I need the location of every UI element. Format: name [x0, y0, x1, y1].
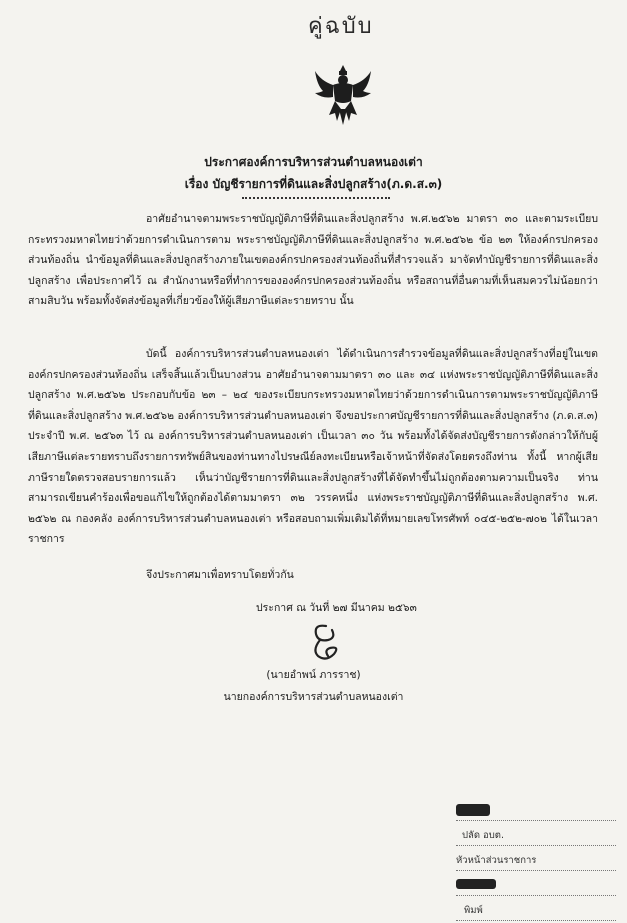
routing-row — [456, 798, 616, 821]
garuda-emblem-icon — [313, 63, 373, 129]
paragraph-2-text: บัดนี้ องค์การบริหารส่วนตำบลหนองเต่า ได้ดำเนินการสำรวจข้อมูลที่ดินและสิ่งปลูกสร้างที่อยู่ในเขตองค์กรปกครองส่วนท้องถิ่น เสร็จสิ้นแล้วเป็นบางส่วน อาศัยอำนาจตามมาตรา ๓๐ และ ๓๔ แห่งพระราชบัญญัติภาษีที่ดินและสิ่งปลูกสร้าง พ.ศ.๒๕๖๒ ประกอบกับข้อ ๒๓ – ๒๔ ของระเบียบกระทรวงมหาดไทยว่าด้วยการดำเนินการตามพระราชบัญญัติภาษีที่ดินและสิ่งปลูกสร้าง พ.ศ.๒๕๖๒ องค์การบริหารส่วนตำบลหนองเต่า จึงขอประกาศบัญชีรายการที่ดินและสิ่งปลูกสร้าง (ภ.ด.ส.๓) ประจำปี พ.ศ. ๒๕๖๓ ไว้ ณ องค์การบริหารส่วนตำบลหนองเต่า เป็นเวลา ๓๐ วัน พร้อมทั้งได้จัดส่งบัญชีรายการดังกล่าวให้กับผู้เสียภาษีแต่ละรายทราบถึงรายการทรัพย์สินของท่านทางไปรษณีย์ลงทะเบียนหรือเจ้าหน้าที่จัดส่งโดยตรงถึงท่าน ทั้งนี้ หากผู้เสียภาษีรายใดตรวจสอบรายการแล้ว เห็นว่าบัญชีรายการที่ดินและสิ่งปลูกสร้างที่ได้จัดทำขึ้นไม่ถูกต้องตามความเป็นจริง ท่านสามารถเขียนคำร้องเพื่อขอแก้ไขให้ถูกต้องได้ตามมาตรา ๓๒ วรรคหนึ่ง แห่งพระราชบัญญัติภาษีที่ดินและสิ่งปลูกสร้าง พ.ศ. ๒๕๖๒ ณ กองคลัง องค์การบริหารส่วนตำบลหนองเต่า หรือสอบถามเพิ่มเติมได้ที่หมายเลขโทรศัพท์ ๐๔๕-๒๕๒-๗๐๒ ได้ในเวลาราชการ — [28, 348, 598, 546]
paragraph-1 — [28, 209, 598, 312]
paragraph-3-text: จึงประกาศมาเพื่อทราบโดยทั่วกัน — [146, 569, 294, 581]
routing-label-typist: พิมพ์ — [464, 905, 483, 916]
routing-label-head: หัวหน้าส่วนราชการ — [456, 855, 537, 866]
issued-date: ประกาศ ณ วันที่ ๒๗ มีนาคม ๒๕๖๓ — [256, 602, 417, 614]
copy-stamp: คู่ฉบับ — [308, 14, 374, 39]
routing-row — [456, 848, 616, 871]
paragraph-1-text: อาศัยอำนาจตามพระราชบัญญัติภาษีที่ดินและสิ่งปลูกสร้าง พ.ศ.๒๕๖๒ มาตรา ๓๐ และตามระเบียบกระทรวงมหาดไทยว่าด้วยการดำเนินการตาม พระราชบัญญัติภาษีที่ดินและสิ่งปลูกสร้าง พ.ศ.๒๕๖๒ ข้อ ๒๓ ให้องค์กรปกครองส่วนท้องถิ่น นำข้อมูลที่ดินและสิ่งปลูกสร้างภายในเขตองค์กรปกครองส่วนท้องถิ่นที่สำรวจแล้ว มาจัดทำบัญชีรายการที่ดินและสิ่งปลูกสร้าง เพื่อประกาศไว้ ณ สำนักงานหรือที่ทำการขององค์กรปกครองส่วนท้องถิ่น หรือสถานที่อื่นตามที่เห็นสมควรไม่น้อยกว่าสามสิบวัน พร้อมทั้งจัดส่งข้อมูลที่เกี่ยวข้องให้ผู้เสียภาษีแต่ละรายทราบ นั้น — [28, 213, 598, 308]
announcement-title: ประกาศองค์การบริหารส่วนตำบลหนองเต่า — [204, 155, 423, 169]
handwritten-signature-icon — [300, 620, 360, 664]
routing-stamp — [456, 798, 616, 923]
routing-row — [456, 898, 616, 921]
signer-title: นายกองค์การบริหารส่วนตำบลหนองเต่า — [223, 691, 404, 703]
paragraph-3 — [28, 565, 598, 586]
title-divider — [242, 197, 390, 199]
routing-row — [456, 823, 616, 846]
announcement-subject: เรื่อง บัญชีรายการที่ดินและสิ่งปลูกสร้าง(ภ.ด.ส.๓) — [184, 177, 443, 191]
paragraph-2 — [28, 344, 598, 550]
routing-label-deputy: ปลัด อบต. — [462, 830, 504, 841]
routing-row — [456, 873, 616, 896]
signer-name: (นายอำพน์ ภารราช) — [266, 669, 361, 681]
